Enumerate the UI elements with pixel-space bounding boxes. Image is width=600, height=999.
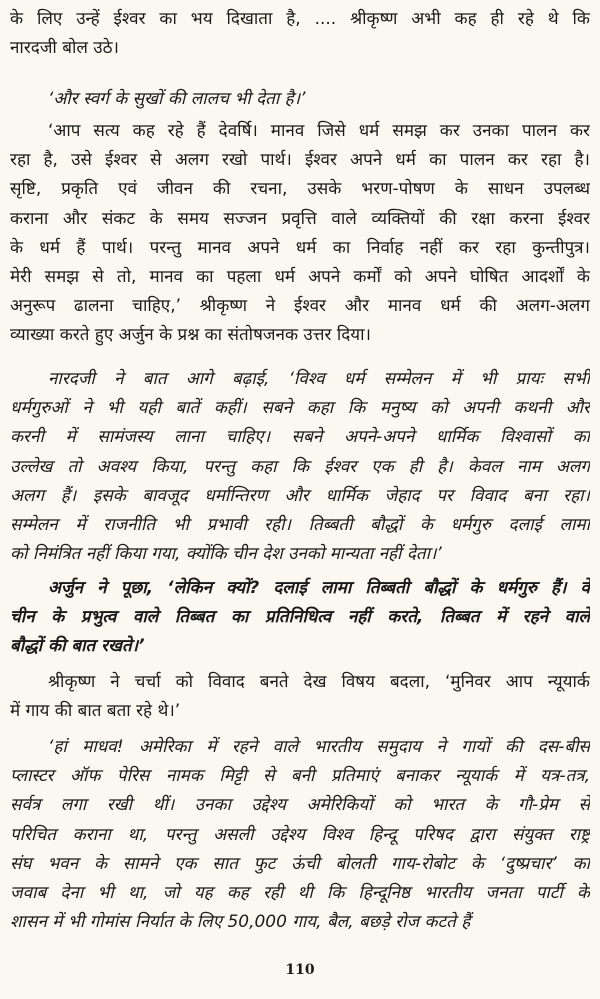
- text-line: सम्मेलन में राजनीति भी प्रभावी रही। तिब्बती बौद्धों के धर्मगुरु दलाई लामा: [10, 514, 590, 535]
- paragraph-p4: [10, 365, 590, 569]
- text-line: व्याख्या करते हुए अर्जुन के प्रश्न का संतोषजनक उत्तर दिया।: [10, 325, 371, 346]
- text-line: ‘और स्वर्ग के सुखों की लालच भी देता है।’: [48, 89, 306, 109]
- text-line: नारदजी ने बात आगे बढ़ाई, ‘विश्व धर्म सम्मेलन में भी प्रायः सभी: [48, 369, 590, 389]
- paragraph-p1: [10, 5, 590, 63]
- text-line: अनुरूप ढालना चाहिए,’ श्रीकृष्ण ने ईश्वर और मानव धर्म की अलग-अलग: [10, 296, 590, 317]
- text-line: मेरी समझ से तो, मानव का पहला धर्म अपने कर्मों को अपने घोषित आदर्शों के: [10, 266, 590, 287]
- text-line: प्लास्टर ऑफ पेरिस नामक मिट्टी से बनी प्रतिमाएं बनाकर न्यूयार्क में यत्र-तत्र,: [10, 766, 590, 787]
- text-line: को निमंत्रित नहीं किया गया, क्योंकि चीन देश उनको मान्यता नहीं देता।’: [10, 544, 442, 565]
- page-number: 110: [285, 962, 315, 978]
- text-line: के लिए उन्हें ईश्वर का भय दिखाता है, .... श्रीकृष्ण अभी कह ही रहे थे कि: [10, 9, 590, 29]
- text-line: ‘आप सत्य कह रहे हैं देवर्षि। मानव जिसे धर्म समझ कर उनका पालन कर: [48, 121, 590, 141]
- paragraph-p5: [10, 574, 590, 662]
- text-line: में गाय की बात बता रहे थे।’: [10, 701, 181, 722]
- text-line: उल्लेख तो अवश्य किया, परन्तु कहा कि ईश्वर एक ही है। केवल नाम अलग: [10, 456, 590, 477]
- paragraph-p3: [10, 117, 590, 351]
- text-line: चीन के प्रभुत्व वाले तिब्बत का प्रतिनिधित्व नहीं करते, तिब्बत में रहने वाले: [10, 607, 590, 628]
- text-line: नारदजी बोल उठे।: [10, 38, 119, 59]
- text-line: बौद्धों की बात रखते।’: [10, 636, 145, 657]
- paragraph-p6: [10, 668, 590, 726]
- text-line: कराना और संकट के समय सज्जन प्रवृत्ति वाले व्यक्तियों की रक्षा करना ईश्वर: [10, 208, 590, 229]
- text-line: परिचित कराना था, परन्तु असली उद्देश्य विश्व हिन्दू परिषद द्वारा संयुक्त राष्ट्र: [10, 824, 590, 845]
- text-line: धर्मगुरुओं ने भी यही बातें कहीं। सबने कहा कि मनुष्य को अपनी कथनी और: [10, 398, 590, 419]
- text-line: संघ भवन के सामने एक सात फुट ऊंची बोलती गाय-रोबोट के ‘दुष्प्रचार’ का: [10, 853, 590, 874]
- text-line: अलग हैं। इसके बावजूद धर्मान्तिरण और धार्मिक जेहाद पर विवाद बना रहा।: [10, 485, 590, 506]
- text-line: जवाब देना भी था, जो यह कह रही थी कि हिन्दूनिष्ठ भारतीय जनता पार्टी के: [10, 882, 590, 903]
- text-line: रहा है, उसे ईश्वर से अलग रखो पार्थ। ईश्वर अपने धर्म का पालन कर रहा है।: [10, 150, 590, 171]
- text-line: ‘हां माधव! अमेरिका में रहने वाले भारतीय समुदाय ने गायों की दस-बीस: [48, 737, 590, 757]
- text-line: अर्जुन ने पूछा, ‘लेकिन क्यों? दलाई लामा तिब्बती बौद्धों के धर्मगुरु हैं। वे: [48, 578, 590, 598]
- text-line: शासन में भी गोमांस निर्यात के लिए 50,000 गाय, बैल, बछड़े रोज कटते हैं: [10, 912, 471, 933]
- text-line: के धर्म हैं पार्थ। परन्तु मानव अपने धर्म का निर्वाह नहीं कर रहा कुन्तीपुत्र।: [10, 237, 590, 258]
- text-line: श्रीकृष्ण ने चर्चा को विवाद बनते देख विषय बदला, ‘मुनिवर आप न्यूयार्क: [48, 672, 590, 692]
- paragraph-p7: [10, 733, 590, 937]
- text-line: सर्वत्र लगा रखी थीं। उनका उद्देश्य अमेरिकियों को भारत के गौ-प्रेम से: [10, 795, 590, 816]
- paragraph-p2: [10, 85, 590, 114]
- text-line: करनी में सामंजस्य लाना चाहिए। सबने अपने-अपने धार्मिक विश्वासों का: [10, 427, 590, 448]
- text-line: सृष्टि, प्रकृति एवं जीवन की रचना, उसके भरण-पोषण के साधन उपलब्ध: [10, 179, 590, 200]
